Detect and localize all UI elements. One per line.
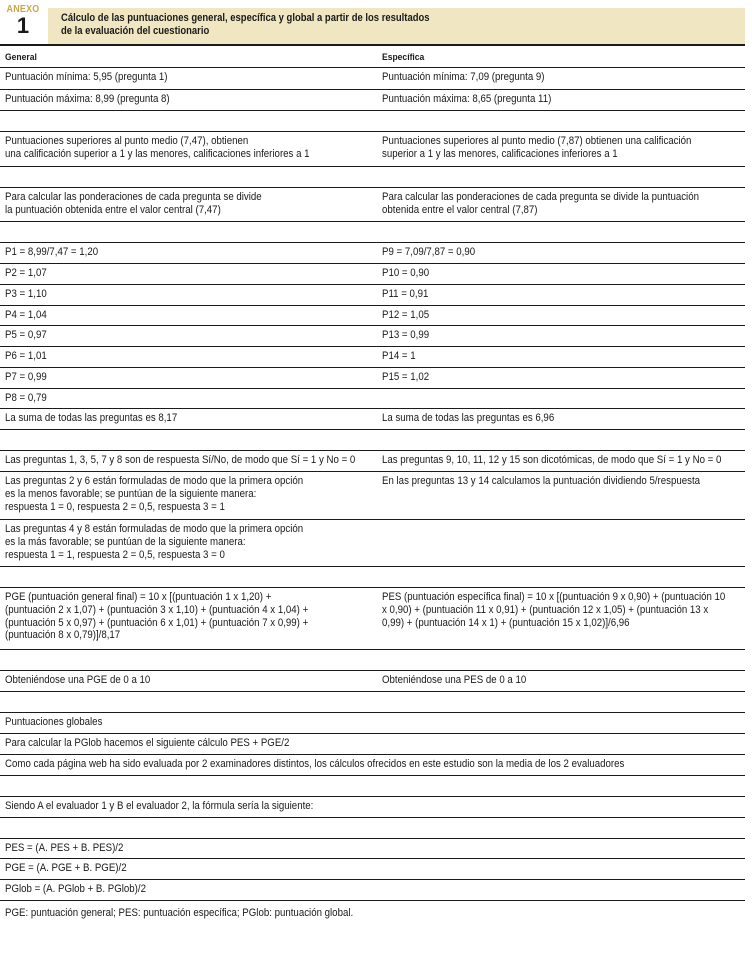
table-row xyxy=(0,389,745,409)
cell-sum-specific: La suma de todas las preguntas es 6,96 xyxy=(382,412,555,424)
table-row xyxy=(0,588,745,650)
table-row xyxy=(0,285,745,306)
cell-formula-pglob: PGlob = (A. PGlob + B. PGlob)/2 xyxy=(5,883,146,895)
table-row xyxy=(0,90,745,111)
table-row xyxy=(0,306,745,326)
table-row xyxy=(0,520,745,567)
spacer-row xyxy=(0,818,745,839)
cell-min-general: Puntuación mínima: 5,95 (pregunta 1) xyxy=(5,71,168,83)
cell-p1: P1 = 8,99/7,47 = 1,20 xyxy=(5,246,99,258)
table-row xyxy=(0,326,745,347)
cell-yesno-specific: Las preguntas 9, 10, 11, 12 y 15 son dicotómicas, de modo que Sí = 1 y No = 0 xyxy=(382,454,722,466)
spacer-row xyxy=(0,167,745,188)
cell-range-specific: Obteniéndose una PES de 0 a 10 xyxy=(382,674,527,686)
spacer-row xyxy=(0,692,745,713)
table-row xyxy=(0,451,745,472)
cell-p8: P8 = 0,79 xyxy=(5,392,47,404)
cell-global-calc: Para calcular la PGlob hacemos el siguiente cálculo PES + PGE/2 xyxy=(5,737,290,749)
annex-number: 1 xyxy=(16,13,30,38)
cell-midpoint-specific: Puntuaciones superiores al punto medio (7,87) obtienen una calificación superior a 1 y las menores, calificaciones inferiores a 1 xyxy=(382,135,692,160)
cell-min-specific: Puntuación mínima: 7,09 (pregunta 9) xyxy=(382,71,545,83)
cell-p9: P9 = 7,09/7,87 = 0,90 xyxy=(382,246,476,258)
cell-pge-formula: PGE (puntuación general final) = 10 x [(puntuación 1 x 1,20) + (puntuación 2 x 1,07) + (puntuación 3 x 1,10) + (puntuación 4 x 1,04) + (puntuación 5 x 0,97) + (puntuación 6 x 1,01) + (puntuación 7 x 0,99) + (puntuación 8 x 0,79)]/8,17 xyxy=(5,591,309,642)
cell-evaluators: Siendo A el evaluador 1 y B el evaluador 2, la fórmula sería la siguiente: xyxy=(5,800,314,812)
cell-q26-general: Las preguntas 2 y 6 están formuladas de modo que la primera opción es la menos favorable; se puntúan de la siguiente manera: respuesta 1 = 0, respuesta 2 = 0,5, respuesta 3 = 1 xyxy=(5,475,304,513)
table-row xyxy=(0,132,745,167)
cell-p15: P15 = 1,02 xyxy=(382,371,430,383)
table-row xyxy=(0,880,745,901)
table-row xyxy=(0,734,745,755)
cell-sum-general: La suma de todas las preguntas es 8,17 xyxy=(5,412,178,424)
cell-global-title: Puntuaciones globales xyxy=(5,716,103,728)
cell-max-general: Puntuación máxima: 8,99 (pregunta 8) xyxy=(5,93,170,105)
cell-weights-specific: Para calcular las ponderaciones de cada pregunta se divide la puntuación obtenida entre el valor central (7,87) xyxy=(382,191,699,216)
cell-weights-general: Para calcular las ponderaciones de cada pregunta se divide la puntuación obtenida entre el valor central (7,47) xyxy=(5,191,262,216)
table-title xyxy=(48,8,745,44)
cell-p2: P2 = 1,07 xyxy=(5,267,47,279)
title-line-1: Cálculo de las puntuaciones general, específica y global a partir de los resultados xyxy=(61,12,430,24)
table-row xyxy=(0,188,745,222)
cell-p13: P13 = 0,99 xyxy=(382,329,430,341)
cell-p3: P3 = 1,10 xyxy=(5,288,47,300)
cell-p11: P11 = 0,91 xyxy=(382,288,429,300)
spacer-row xyxy=(0,567,745,588)
cell-q1314-specific: En las preguntas 13 y 14 calculamos la puntuación dividiendo 5/respuesta xyxy=(382,475,701,487)
table-row xyxy=(0,368,745,389)
cell-range-general: Obteniéndose una PGE de 0 a 10 xyxy=(5,674,151,686)
cell-pes-formula: PES (puntuación específica final) = 10 x [(puntuación 9 x 0,90) + (puntuación 10 x 0,90) + (puntuación 11 x 0,91) + (puntuación 12 x 1,05) + (puntuación 13 x 0,99) + (puntuación 14 x 1) + (puntuación 15 x 1,02)]/6,96 xyxy=(382,591,726,629)
spacer-row xyxy=(0,111,745,132)
table-row xyxy=(0,472,745,520)
title-line-2: de la evaluación del cuestionario xyxy=(61,25,210,37)
table-row xyxy=(0,243,745,264)
table-row xyxy=(0,68,745,90)
spacer-row xyxy=(0,650,745,671)
cell-p6: P6 = 1,01 xyxy=(5,350,47,362)
cell-p4: P4 = 1,04 xyxy=(5,309,47,321)
cell-max-specific: Puntuación máxima: 8,65 (pregunta 11) xyxy=(382,93,552,105)
cell-p12: P12 = 1,05 xyxy=(382,309,430,321)
cell-formula-pes: PES = (A. PES + B. PES)/2 xyxy=(5,842,124,854)
cell-formula-pge: PGE = (A. PGE + B. PGE)/2 xyxy=(5,862,127,874)
spacer-row xyxy=(0,776,745,797)
cell-p5: P5 = 0,97 xyxy=(5,329,47,341)
annex-badge xyxy=(0,4,46,42)
cell-p10: P10 = 0,90 xyxy=(382,267,430,279)
footnote: PGE: puntuación general; PES: puntuación específica; PGlob: puntuación global. xyxy=(5,907,354,919)
scoring-table xyxy=(0,44,745,901)
table-row xyxy=(0,839,745,859)
header-row xyxy=(0,46,745,68)
table-row xyxy=(0,859,745,880)
table-row xyxy=(0,264,745,285)
cell-global-note: Como cada página web ha sido evaluada por 2 examinadores distintos, los cálculos ofrecidos en este estudio son la media de los 2 evaluadores xyxy=(5,758,625,770)
table-row xyxy=(0,671,745,692)
cell-midpoint-general: Puntuaciones superiores al punto medio (7,47), obtienen una calificación superior a 1 y las menores, calificaciones inferiores a 1 xyxy=(5,135,310,160)
table-row xyxy=(0,797,745,818)
table-row xyxy=(0,755,745,776)
table-row xyxy=(0,347,745,368)
header-specific: Específica xyxy=(382,52,425,63)
header-general: General xyxy=(5,52,37,63)
cell-empty xyxy=(377,520,745,566)
cell-p14: P14 = 1 xyxy=(382,350,416,362)
annex-label: ANEXO xyxy=(6,3,40,15)
spacer-row xyxy=(0,430,745,451)
spacer-row xyxy=(0,222,745,243)
table-row xyxy=(0,409,745,430)
cell-p7: P7 = 0,99 xyxy=(5,371,47,383)
cell-q48-general: Las preguntas 4 y 8 están formuladas de modo que la primera opción es la más favorable; se puntúan de la siguiente manera: respuesta 1 = 1, respuesta 2 = 0,5, respuesta 3 = 0 xyxy=(5,523,304,561)
cell-yesno-general: Las preguntas 1, 3, 5, 7 y 8 son de respuesta Sí/No, de modo que Sí = 1 y No = 0 xyxy=(5,454,356,466)
cell-empty xyxy=(377,389,745,408)
table-row xyxy=(0,713,745,734)
